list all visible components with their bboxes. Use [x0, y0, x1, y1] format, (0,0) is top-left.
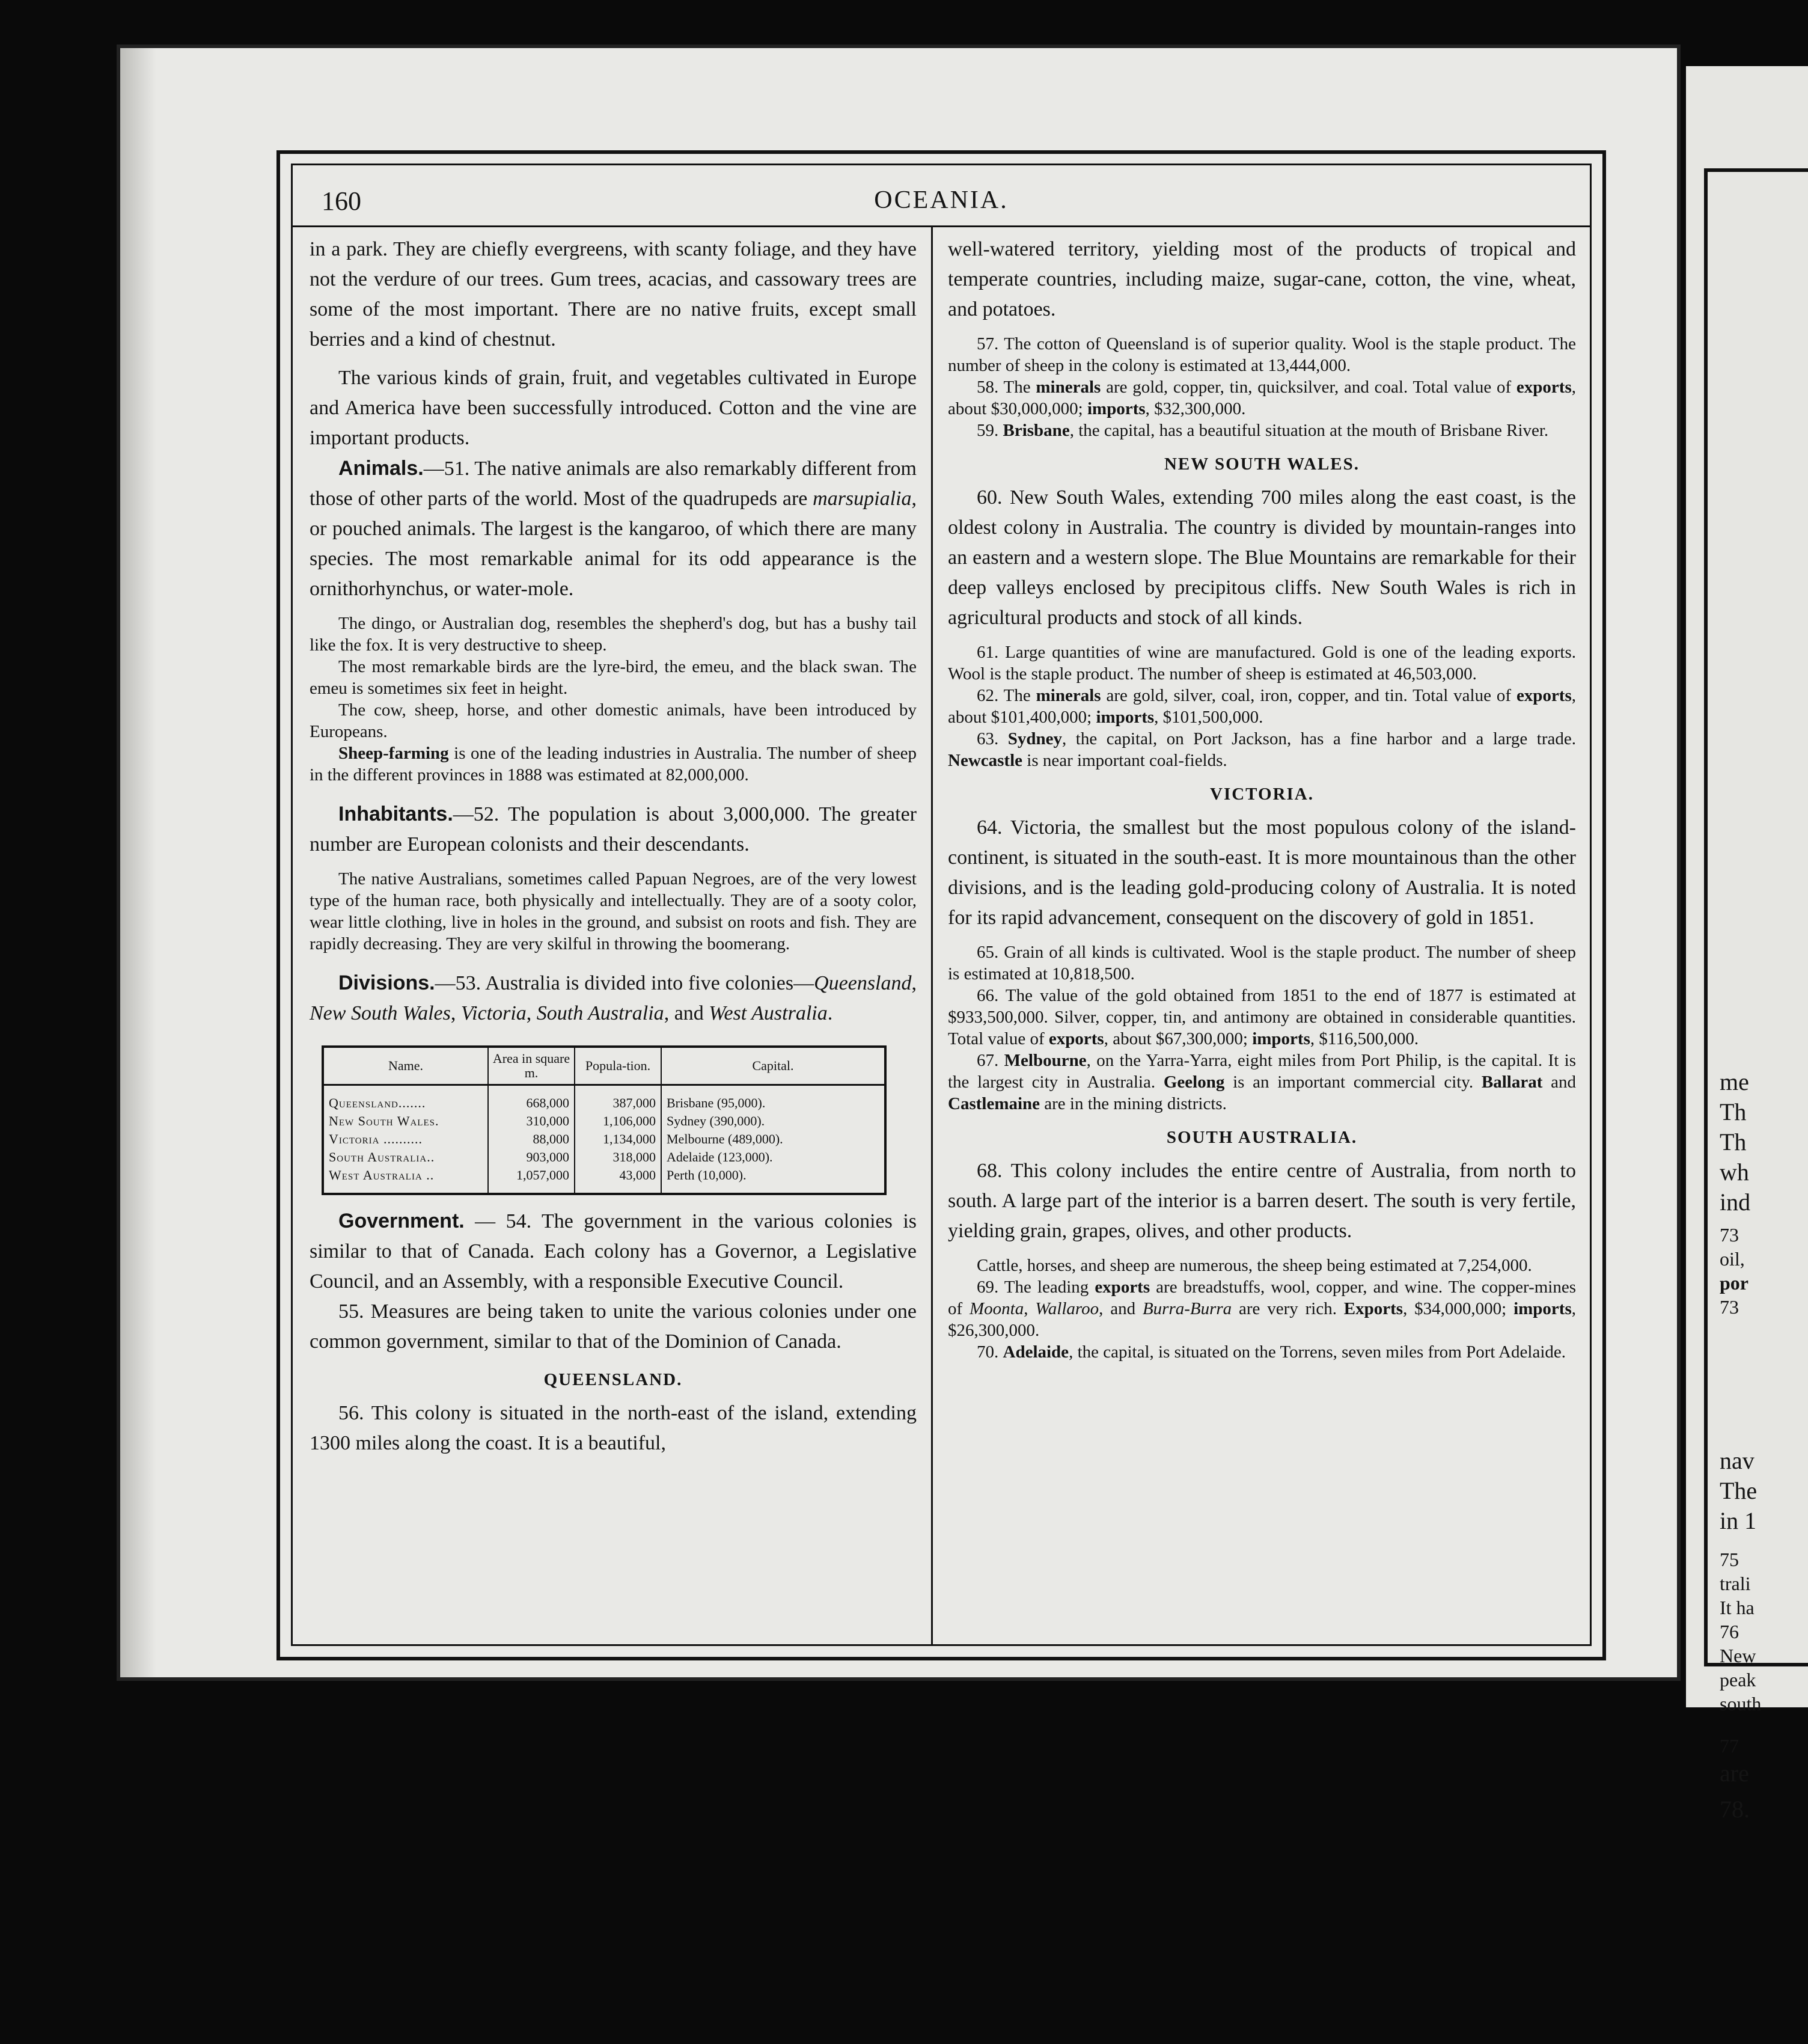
paragraph: 60. New South Wales, extending 700 miles along the east coast, is the oldest colony in Australia. The country is divided by mountain-ranges into an eastern and a western slope. The Blue Mountains are remarkable for their deep valleys enclosed by precipitous cliffs. New South Wales is rich in agricultural products and stock of all kinds. [948, 486, 1576, 629]
note: 66. The value of the gold obtained from 1851 to the end of 1877 is estimated at $933,500,000. Silver, copper, tin, and antimony are obtained in considerable quantities. Total value of exports, about $67,300,000; imports, $116,500,000. [948, 986, 1576, 1048]
paragraph: Divisions.—53. Australia is divided into five colonies—Queensland, New South Wales, Victoria, South Australia, and West Australia. [310, 972, 917, 1024]
table-row: Victoria .......... 88,000 1,134,000 Melbourne (489,000). [323, 1130, 885, 1148]
note: 62. The minerals are gold, silver, coal, iron, copper, and tin. Total value of exports, about $101,400,000; imports, $101,500,000. [948, 686, 1577, 727]
adjacent-page [1686, 66, 1808, 1823]
column-divider [931, 225, 933, 1644]
column-header: Area in square m. [488, 1047, 575, 1085]
paragraph: 68. This colony includes the entire centre of Australia, from north to south. A large part of the interior is a barren desert. The south is very fertile, yielding grain, grapes, olives, and other products. [948, 1160, 1576, 1242]
note: 61. Large quantities of wine are manufactured. Gold is one of the leading exports. Wool is the staple product. The number of sheep is estimated at 46,503,000. [948, 643, 1576, 684]
paragraph: well-watered territory, yielding most of the products of tropical and temperate countries, including maize, sugar-cane, cotton, the vine, wheat, and potatoes. [948, 238, 1576, 320]
fragment: The [1720, 1477, 1758, 1504]
subsection-heading: QUEENSLAND. [543, 1370, 683, 1389]
fragment: Th [1720, 1098, 1747, 1125]
fragment: oil, [1720, 1248, 1745, 1270]
paragraph: 64. Victoria, the smallest but the most populous colony of the island-continent, is situated in the south-east. It is more mountainous than the other divisions, and is the leading gold-producing colony of Australia. It is noted for its rapid advancement, consequent on the discovery of gold in 1851. [948, 816, 1576, 929]
paragraph: 56. This colony is situated in the north-east of the island, extending 1300 miles along the coast. It is a beautiful, [310, 1402, 917, 1454]
table-header-row [323, 1047, 885, 1085]
fragment: peak [1720, 1669, 1756, 1691]
subsection-heading: SOUTH AUSTRALIA. [1166, 1128, 1358, 1147]
table-row: New South Wales. 310,000 1,106,000 Sydney (390,000). [323, 1112, 885, 1130]
fragment: 78. [1720, 1796, 1750, 1823]
note: 58. The minerals are gold, copper, tin, quicksilver, and coal. Total value of exports, about $30,000,000; imports, $32,300,000. [948, 378, 1576, 418]
note: Cattle, horses, and sheep are numerous, the sheep being estimated at 7,254,000. [977, 1256, 1532, 1275]
fragment: 77 [1720, 1735, 1739, 1757]
left-column [310, 234, 917, 1458]
section-heading: Divisions. [338, 972, 435, 994]
table-row: South Australia.. 903,000 318,000 Adelaide (123,000). [323, 1148, 885, 1166]
note: 65. Grain of all kinds is cultivated. Wool is the staple product. The number of sheep is estimated at 10,818,500. [948, 943, 1576, 984]
note: 70. Adelaide, the capital, is situated on the Torrens, seven miles from Port Adelaide. [977, 1342, 1566, 1362]
table-row: Queensland....... 668,000 387,000 Brisbane (95,000). [323, 1094, 885, 1112]
paragraph: 55. Measures are being taken to unite the various colonies under one common government, similar to that of the Dominion of Canada. [310, 1300, 917, 1353]
column-header: Popula-tion. [575, 1047, 661, 1085]
column-header: Name. [323, 1047, 488, 1085]
fragment: me [1720, 1068, 1749, 1095]
fragment: ind [1720, 1189, 1751, 1216]
table-row: West Australia .. 1,057,000 43,000 Perth (10,000). [323, 1166, 885, 1184]
section-heading: Animals. [338, 457, 424, 480]
adjacent-page-frame [1704, 168, 1808, 1823]
fragment: wh [1720, 1158, 1749, 1186]
fragment: nav [1720, 1447, 1755, 1474]
note: The dingo, or Australian dog, resembles the shepherd's dog, but has a bushy tail like the fox. It is very destructive to sheep. [310, 614, 917, 655]
paragraph: Animals.—51. The native animals are also remarkably different from those of other parts of the world. Most of the quadrupeds are marsupialia, or pouched animals. The largest is the kangaroo, of which there are many species. The most remarkable animal for its odd appearance is the ornithorhynchus, or water-mole. [310, 457, 917, 600]
paragraph: in a park. They are chiefly evergreens, with scanty foliage, and they have not the verdure of our trees. Gum trees, acacias, and cassowary trees are some of the most important. There are no native fruits, except small berries and a kind of chestnut. [310, 238, 917, 350]
fragment: 73 [1720, 1296, 1739, 1318]
fragment: trali [1720, 1573, 1751, 1594]
page-edge-shadow [120, 48, 156, 1677]
note: Sheep-farming is one of the leading industries in Australia. The number of sheep in the different provinces in 1888 was estimated at 82,000,000. [310, 744, 917, 785]
table-spacer [323, 1184, 885, 1194]
note: 69. The leading exports are breadstuffs, wool, copper, and wine. The copper-mines of Moonta, Wallaroo, and Burra-Burra are very rich. Exports, $34,000,000; imports, $26,300,000. [948, 1278, 1577, 1340]
colonies-table [322, 1045, 887, 1195]
fragment: 75 [1720, 1549, 1739, 1570]
note: The cow, sheep, horse, and other domestic animals, have been introduced by Europeans. [310, 700, 917, 741]
note: 67. Melbourne, on the Yarra-Yarra, eight miles from Port Philip, is the capital. It is the largest city in Australia. Geelong is an important commercial city. Ballarat and Castlemaine are in the mining districts. [948, 1051, 1577, 1113]
note: 63. Sydney, the capital, on Port Jackson, has a fine harbor and a large trade. Newcastle is near important coal-fields. [948, 729, 1576, 770]
note: The native Australians, sometimes called Papuan Negroes, are of the very lowest type of the human race, both physically and intellectually. They are of a sooty color, wear little clothing, live in holes in the ground, and subsist on roots and fish. They are rapidly decreasing. They are very skilful in throwing the boomerang. [310, 869, 917, 953]
paragraph: Inhabitants.—52. The population is about 3,000,000. The greater number are European colonists and their descendants. [310, 803, 917, 855]
fragment: 73 [1720, 1224, 1739, 1246]
fragment: por [1720, 1272, 1748, 1294]
fragment: in 1 [1720, 1507, 1757, 1534]
fragment: 76 [1720, 1621, 1739, 1642]
section-heading: Government. [338, 1210, 465, 1232]
page-frame-inner [291, 164, 1592, 1646]
header-rule [293, 225, 1590, 227]
fragment: Th [1720, 1128, 1747, 1155]
subsection-heading: VICTORIA. [1210, 785, 1314, 804]
fragment: It ha [1720, 1597, 1755, 1618]
note: 57. The cotton of Queensland is of superior quality. Wool is the staple product. The number of sheep in the colony is estimated at 13,444,000. [948, 334, 1576, 375]
note: 59. Brisbane, the capital, has a beautiful situation at the mouth of Brisbane River. [977, 421, 1549, 440]
fragment: are [1720, 1760, 1749, 1787]
subsection-heading: NEW SOUTH WALES. [1164, 454, 1360, 474]
paragraph: The various kinds of grain, fruit, and vegetables cultivated in Europe and America have been successfully introduced. Cotton and the vine are important products. [310, 367, 917, 449]
fragment: south [1720, 1693, 1762, 1715]
paragraph: Government. — 54. The government in the various colonies is similar to that of Canada. Each colony has a Governor, a Legislative Council, and an Assembly, with a responsible Executive Council. [310, 1210, 917, 1293]
note: The most remarkable birds are the lyre-bird, the emeu, and the black swan. The emeu is sometimes six feet in height. [310, 657, 917, 698]
column-header: Capital. [661, 1047, 885, 1085]
right-column [948, 234, 1576, 1363]
page-frame [276, 150, 1606, 1660]
section-heading: Inhabitants. [338, 803, 453, 825]
fragment: New [1720, 1645, 1756, 1666]
running-head: OCEANIA. [874, 186, 1009, 214]
page-number: 160 [322, 186, 361, 216]
table-spacer [323, 1085, 885, 1095]
